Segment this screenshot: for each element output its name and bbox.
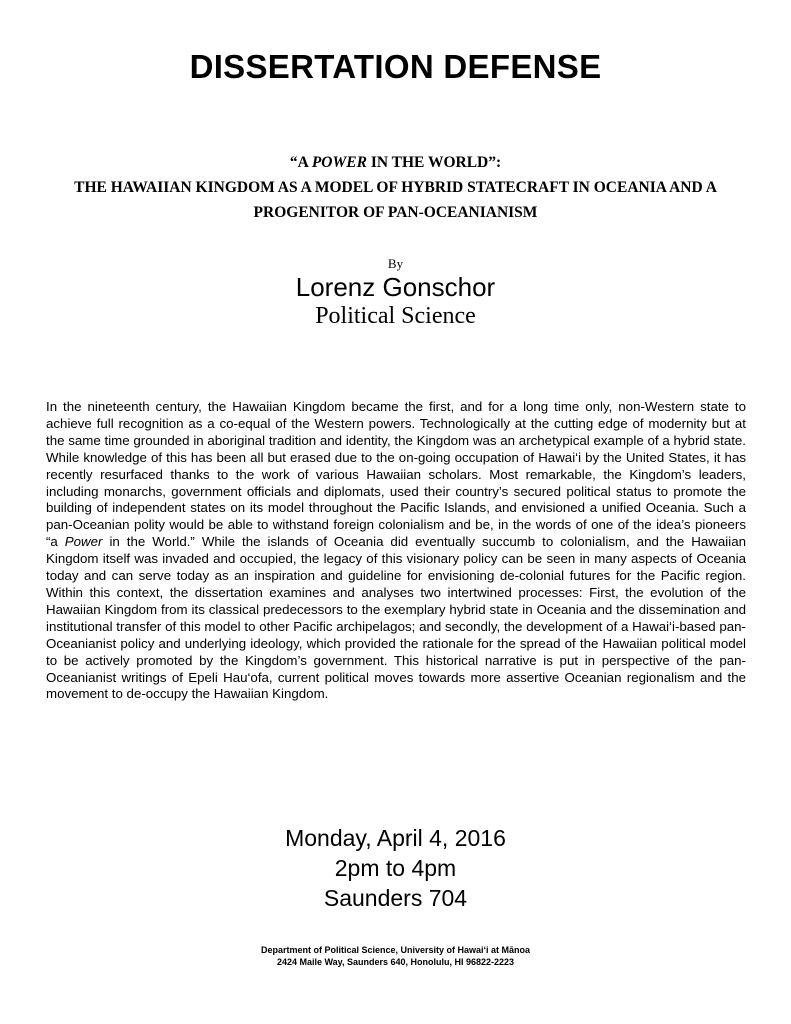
title-line-1-post: IN THE WORLD”: <box>366 154 502 171</box>
abstract-part-2: in the World.” While the islands of Oceania did eventually succumb to colonialism, and the Hawaiian Kingdom itself was invaded and occupied, the legacy of this visionary policy can be seen in many aspects of Oceania today and can serve today as an inspiration and guideline for envisioning de-colonial futures for the Pacific region. Within this context, the dissertation examines and analyses two intertwined processes: First, the evolution of the Hawaiian Kingdom from its classical predecessors to the exemplary hybrid state in Oceania and the dissemination and institutional transfer of this model to other Pacific archipelagos; and secondly, the development of a Hawai‘i-based pan-Oceanianist policy and underlying ideology, which provided the rationale for the spread of the Hawaiian political model to be actively promoted by the Kingdom’s government. This historical narrative is put in perspective of the pan-Oceanianist writings of Epeli Hau‘ofa, current political moves towards more assertive Oceanian regionalism and the movement to de-occupy the Hawaiian Kingdom. <box>46 534 746 702</box>
title-line-1-pre: “A <box>289 154 312 171</box>
author-name: Lorenz Gonschor <box>295 272 496 302</box>
title-line-3: PROGENITOR OF PAN-OCEANIANISM <box>253 204 538 221</box>
abstract-emphasis: Power <box>64 534 103 550</box>
author-department: Political Science <box>315 303 476 329</box>
event-location: Saunders 704 <box>323 885 468 911</box>
footer-address <box>0 944 791 968</box>
dissertation-title <box>40 150 751 225</box>
flyer-heading: DISSERTATION DEFENSE <box>189 48 602 85</box>
title-power-emphasis: POWER <box>311 154 367 171</box>
title-line-1 <box>40 150 751 175</box>
abstract-paragraph <box>46 399 746 703</box>
footer-street-address: 2424 Maile Way, Saunders 640, Honolulu, HI 96822-2223 <box>276 957 515 967</box>
event-date: Monday, April 4, 2016 <box>285 825 506 851</box>
byline: By <box>387 256 404 271</box>
title-line-2: THE HAWAIIAN KINGDOM AS A MODEL OF HYBRID STATECRAFT IN OCEANIA AND A <box>74 179 717 196</box>
abstract-part-1: In the nineteenth century, the Hawaiian Kingdom became the first, and for a long time only, non-Western state to achieve full recognition as a co-equal of the Western powers. Technologically at the cutting edge of modernity but at the same time grounded in aboriginal tradition and identity, the Kingdom was an archetypical example of a hybrid state. While knowledge of this has been all but erased due to the on-going occupation of Hawai‘i by the United States, it has recently resurfaced thanks to the work of various Hawaiian scholars. Most remarkable, the Kingdom’s leaders, including monarchs, government officials and diplomats, used their country’s secured political status to promote the building of independent states on its model throughout the Pacific Islands, and envisioned a unified Oceania. Such a pan-Oceanian polity would be able to withstand foreign colonialism and be, in the words of one of the idea’s pioneers “a <box>46 399 746 550</box>
event-time: 2pm to 4pm <box>334 855 457 881</box>
footer-department: Department of Political Science, University of Hawai‘i at Mānoa <box>260 945 531 955</box>
event-details <box>0 823 791 913</box>
